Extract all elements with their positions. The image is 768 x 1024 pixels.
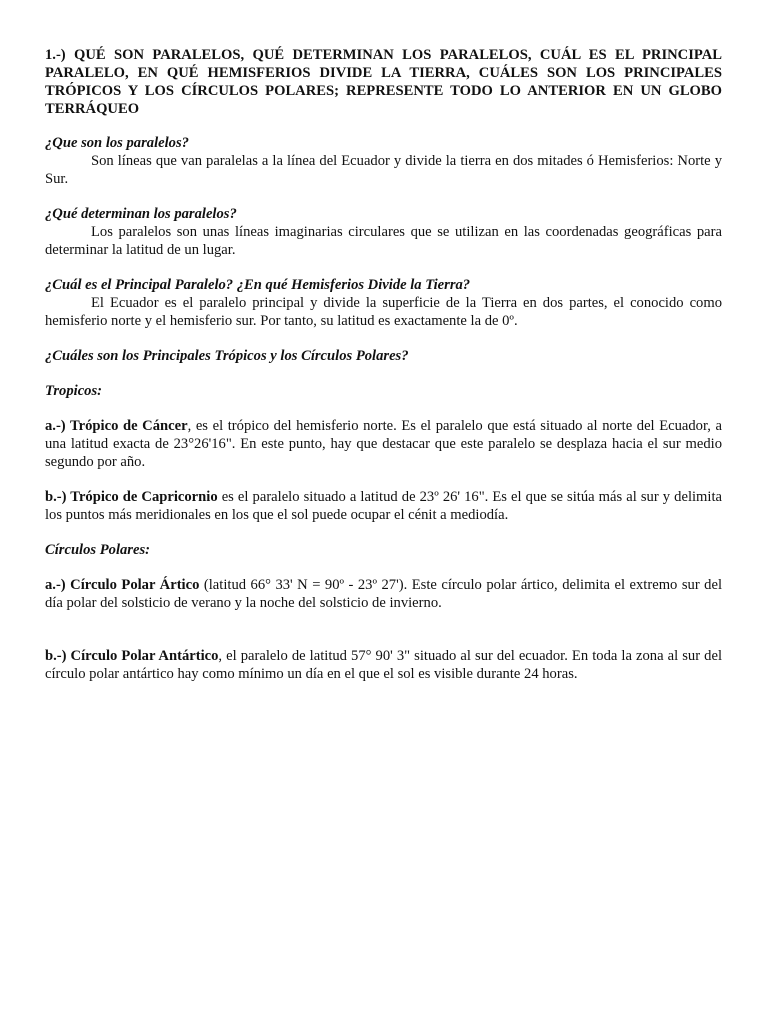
item-text: es el paralelo situado a latitud de 23º 26' 16". Es el que se sitúa más al sur y delimita los puntos más meridionales en los que el sol puede ocupar el cénit a mediodía. — [45, 489, 722, 523]
spacer — [45, 365, 722, 382]
item-label: a.-) Trópico de Cáncer — [45, 418, 188, 434]
heading-circulos-polares: Círculos Polares: — [45, 542, 150, 558]
spacer — [45, 559, 722, 576]
spacer — [45, 471, 722, 488]
item-circulo-artico — [45, 576, 722, 612]
item-label: b.-) Trópico de Capricornio — [45, 489, 218, 505]
item-circulo-antartico — [45, 647, 722, 683]
question-tropicos-circulos: ¿Cuáles son los Principales Trópicos y los Círculos Polares? — [45, 348, 409, 364]
question-determinan: ¿Qué determinan los paralelos? — [45, 206, 237, 222]
spacer — [45, 400, 722, 417]
item-tropico-cancer — [45, 417, 722, 471]
item-label: b.-) Círculo Polar Antártico — [45, 648, 219, 664]
item-text: (latitud 66° 33' N = 90º - 23º 27'). Este círculo polar ártico, delimita el extremo sur del día polar del solsticio de verano y la noche del solsticio de invierno. — [45, 577, 722, 611]
item-text: , el paralelo de latitud 57° 90' 3" situado al sur del ecuador. En toda la zona al sur del círculo polar antártico hay como mínimo un día en el que el sol es visible durante 24 horas. — [45, 648, 722, 682]
item-tropico-capricornio — [45, 488, 722, 524]
document-page — [45, 46, 722, 683]
spacer — [45, 612, 722, 647]
item-label: a.-) Círculo Polar Ártico — [45, 577, 200, 593]
spacer — [45, 330, 722, 347]
answer-principal-paralelo: El Ecuador es el paralelo principal y divide la superficie de la Tierra en dos partes, el conocido como hemisferio norte y el hemisferio sur. Por tanto, su latitud es exactamente la de 0º. — [45, 295, 722, 329]
heading-tropicos: Tropicos: — [45, 383, 103, 399]
answer-determinan: Los paralelos son unas líneas imaginarias circulares que se utilizan en las coordenadas geográficas para determinar la latitud de un lugar. — [45, 224, 722, 258]
answer-paralelos: Son líneas que van paralelas a la línea del Ecuador y divide la tierra en dos mitades ó Hemisferios: Norte y Sur. — [45, 153, 722, 187]
item-text: , es el trópico del hemisferio norte. Es el paralelo que está situado al norte del Ecuador, a una latitud exacta de 23°26'16". En este punto, hay que destacar que este paralelo se desplaza hacia el sur medio segundo por año. — [45, 418, 722, 470]
document-title: 1.-) QUÉ SON PARALELOS, QUÉ DETERMINAN LOS PARALELOS, CUÁL ES EL PRINCIPAL PARALELO, EN QUÉ HEMISFERIOS DIVIDE LA TIERRA, CUÁLES SON LOS PRINCIPALES TRÓPICOS Y LOS CÍRCULOS POLARES; REPRESENTE TODO LO ANTERIOR EN UN GLOBO TERRÁQUEO — [45, 47, 722, 117]
spacer — [45, 188, 722, 205]
question-paralelos: ¿Que son los paralelos? — [45, 135, 189, 151]
spacer — [45, 524, 722, 541]
question-principal-paralelo: ¿Cuál es el Principal Paralelo? ¿En qué Hemisferios Divide la Tierra? — [45, 277, 471, 293]
spacer — [45, 259, 722, 276]
